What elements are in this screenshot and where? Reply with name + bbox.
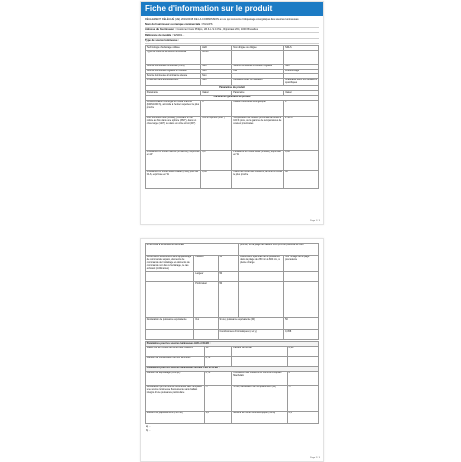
- model-label: Référence du modèle :: [145, 33, 173, 37]
- table-cell: Type de culot de la source lumineuse: [146, 50, 201, 64]
- table-row: [146, 282, 319, 318]
- table-cell: Classe d'efficacité énergétique: [232, 100, 284, 116]
- table-row: [146, 318, 319, 330]
- table-cell: Dimensions extérieures sans appareillage de commande séparé, éléments de commande de l'éclairage et éléments de commande non liés à l'éclairage, le cas échéant (millimètres): [146, 256, 194, 272]
- table-cell: Fractionnage: [284, 69, 319, 74]
- table-cell: Protection anti-éblouissement: [146, 78, 201, 86]
- type-label: Type de source lumineuse :: [145, 39, 179, 43]
- table-cell: Source lumineuse à couleur réglable: [232, 64, 284, 69]
- table-cell: 50: [218, 256, 239, 272]
- table-row: [146, 244, 319, 256]
- table-cell: Source lumineuse connectée (CLS): [146, 64, 201, 69]
- table-cell: [194, 330, 218, 340]
- page-title: Fiche d'information sur le produit: [141, 2, 323, 16]
- table-cell: Non: [201, 78, 232, 86]
- table-cell: GU10: [201, 50, 232, 64]
- table-cell: Cla: [232, 69, 284, 74]
- table-cell: 0,70: [204, 371, 232, 385]
- table-cell: 50: [218, 282, 239, 318]
- table-cell: Si oui, déclaration de remplacement (W): [232, 385, 287, 411]
- supplier-label: Nom du fournisseur ou marque commerciale :: [145, 22, 202, 26]
- table-cell: 0,90: [287, 347, 318, 357]
- document-page-1: [140, 1, 324, 225]
- model-value: 929001...: [173, 33, 185, 37]
- table-cell: [146, 272, 194, 282]
- page-number: Page 1 / 3: [310, 220, 320, 222]
- table-cell: 0,70: [204, 357, 232, 367]
- table-row: [146, 100, 319, 116]
- column-header: Valeur: [201, 91, 232, 96]
- table-cell: Facteur de déphasage (cos φ1): [146, 371, 205, 385]
- continuation-table: [145, 243, 319, 340]
- table-cell: 0,00: [284, 150, 319, 170]
- table-cell: Hauteur: [194, 256, 218, 272]
- table-cell: Constance des couleurs en nombre d'ellipses MacAdam: [232, 371, 287, 385]
- table-row: [146, 150, 319, 170]
- params-title: Paramètres du produit: [146, 86, 319, 91]
- table-cell: Facteur de conservation du flux lumineux: [146, 357, 205, 367]
- table-cell: Non: [201, 74, 232, 79]
- type-line: [145, 39, 319, 44]
- table-cell: Déclaration qu'une source lumineuse LED remplace une source lumineuse fluorescente sans ballast intégré d'une puissance particulière: [146, 385, 205, 411]
- page-number: Page 2 / 3: [310, 457, 320, 459]
- table-cell: NDLS: [284, 46, 319, 51]
- table-cell: 50: [218, 272, 239, 282]
- table-cell: Non: [284, 64, 319, 69]
- table-cell: [239, 282, 284, 318]
- table-row: [146, 357, 319, 367]
- table-cell: Indice de rendu des couleurs, arrondi à l'entier le plus proche: [232, 170, 284, 188]
- table-cell: Graduable avec les variateurs spécifiques: [285, 78, 317, 85]
- table-row: [146, 411, 319, 423]
- led-title: Paramètres pour les sources lumineuses LED et OLED :: [146, 342, 319, 347]
- table-cell: [284, 282, 319, 318]
- table-cell: [284, 272, 319, 282]
- table-cell: Distribution spectrale de la puissance dans la plage de 250 nm à 800 nm, à pleine charge: [239, 256, 284, 272]
- table-cell: Source lumineuse à luminance élevée: [146, 74, 201, 79]
- table-cell: Coordonnées chromatiques (x et y): [218, 330, 284, 340]
- table-cell: Déclaration de puissance équivalente: [146, 318, 194, 330]
- column-header: Paramètre: [146, 91, 201, 96]
- table-cell: [146, 282, 194, 318]
- table-cell: —: [204, 385, 232, 411]
- table-cell: Puissance en mode veille (Pveille), exprimée en W: [232, 150, 284, 170]
- table-cell: F: [284, 100, 319, 116]
- table-cell: Mesure du papillotement (Pst LM): [146, 411, 205, 423]
- table-row: [146, 116, 319, 150]
- table-cell: 80: [284, 170, 319, 188]
- footnote: a) ...: [146, 424, 151, 428]
- table-cell: Flux lumineux utile (Φutile), précisant s'il se réfère au flux dans une sphère (360°), dans un cône large (120°) ou dans un cône étroit (90°): [146, 116, 201, 150]
- table-cell: —: [287, 385, 318, 411]
- table-cell: Voir l'image de la page précédente: [284, 256, 319, 272]
- regulation-text: RÈGLEMENT DÉLÉGUÉ (UE) 2019/2015 DE LA COMMISSION en ce qui concerne l'étiquetage énergétique des sources lumineuses: [145, 18, 299, 21]
- table-row: [146, 272, 319, 282]
- table-cell: [146, 330, 194, 340]
- table-cell: LED: [201, 46, 232, 51]
- table-row: [146, 256, 319, 272]
- column-header: Paramètre: [232, 91, 284, 96]
- table-cell: [232, 50, 284, 64]
- table-row: [146, 170, 319, 188]
- table-cell: Puissance en mode veille réseau (Pnet) pour les CLS, exprimée en W: [146, 170, 201, 188]
- column-header: Valeur: [284, 91, 319, 96]
- table-cell: Consommation d'énergie en mode marche (kWh/1000 h), arrondie à l'entier supérieur le plus proche: [146, 100, 201, 116]
- table-row: [146, 347, 319, 357]
- table-cell: 19: [204, 347, 232, 357]
- table-row: [146, 330, 319, 340]
- table-cell: 6: [287, 371, 318, 385]
- table-cell: Si oui, puissance équivalente (W): [218, 318, 284, 330]
- table-cell: Mesure de l'effet stroboscopique (SVM): [232, 411, 287, 423]
- table-cell: proche, ou la plage de valeurs ICR qu'il est possible de fixer: [239, 244, 319, 256]
- general-title: Paramètres généraux du produit: [146, 95, 319, 100]
- table-cell: Puissance en mode marche (Pmarche), exprimée en W: [146, 150, 201, 170]
- address-value: Customer Care Philips, LB & L.S.C.P.E., Rijnstraat 264, 1000 Bruxelles: [176, 28, 258, 32]
- table-cell: Non: [201, 69, 232, 74]
- table-cell: [284, 50, 319, 64]
- table-cell: [239, 272, 284, 282]
- table-cell: Facteur de survie: [232, 347, 287, 357]
- table-cell: Oui: [194, 318, 218, 330]
- table-cell: Technologie d'éclairage utilisée: [146, 46, 201, 51]
- table-cell: Profondeur: [194, 282, 218, 318]
- table-cell: 355 en sphère (360°): [201, 116, 232, 150]
- document-page-2: [140, 238, 324, 462]
- led-params-table: [145, 341, 319, 423]
- table-cell: et arrondie à la deuxième décimale: [146, 244, 239, 256]
- table-row: [146, 78, 319, 86]
- supplier-value: PHILIPS: [202, 22, 213, 26]
- table-cell: [232, 357, 287, 367]
- table-cell: Non dirigée ou dirigée: [232, 46, 284, 51]
- table-cell: 0,458: [284, 330, 319, 340]
- mains-title: Paramètres pour les sources lumineuses secteur LED et OLED :: [146, 367, 319, 372]
- table-cell: Température de couleur proximale arrondie à 100 K près, ou la gamme de températures de couleur proximales: [232, 116, 284, 150]
- table-cell: 0,00: [201, 170, 232, 188]
- table-cell: Utilisation avec un variateur: [232, 78, 284, 86]
- table-cell: 4,0: [201, 150, 232, 170]
- table-cell: Source lumineuse réglable en couleur: [146, 69, 201, 74]
- table-row: [146, 371, 319, 385]
- footnote: b) ...: [146, 428, 151, 432]
- table-row: [146, 385, 319, 411]
- table-cell: Non: [201, 64, 232, 69]
- table-cell: 4: [201, 100, 232, 116]
- table-cell: 0,4: [287, 411, 318, 423]
- table-cell: 50: [284, 318, 319, 330]
- light-source-table: [145, 45, 319, 188]
- table-cell: Largeur: [194, 272, 218, 282]
- table-cell: 2700 K: [284, 116, 319, 150]
- table-row: [146, 50, 319, 64]
- table-cell: 1,0: [204, 411, 232, 423]
- address-label: Adresse du fournisseur :: [145, 28, 176, 32]
- table-cell: [287, 357, 318, 367]
- table-cell: Valeur R9 de l'indice de rendu des couleurs: [146, 347, 205, 357]
